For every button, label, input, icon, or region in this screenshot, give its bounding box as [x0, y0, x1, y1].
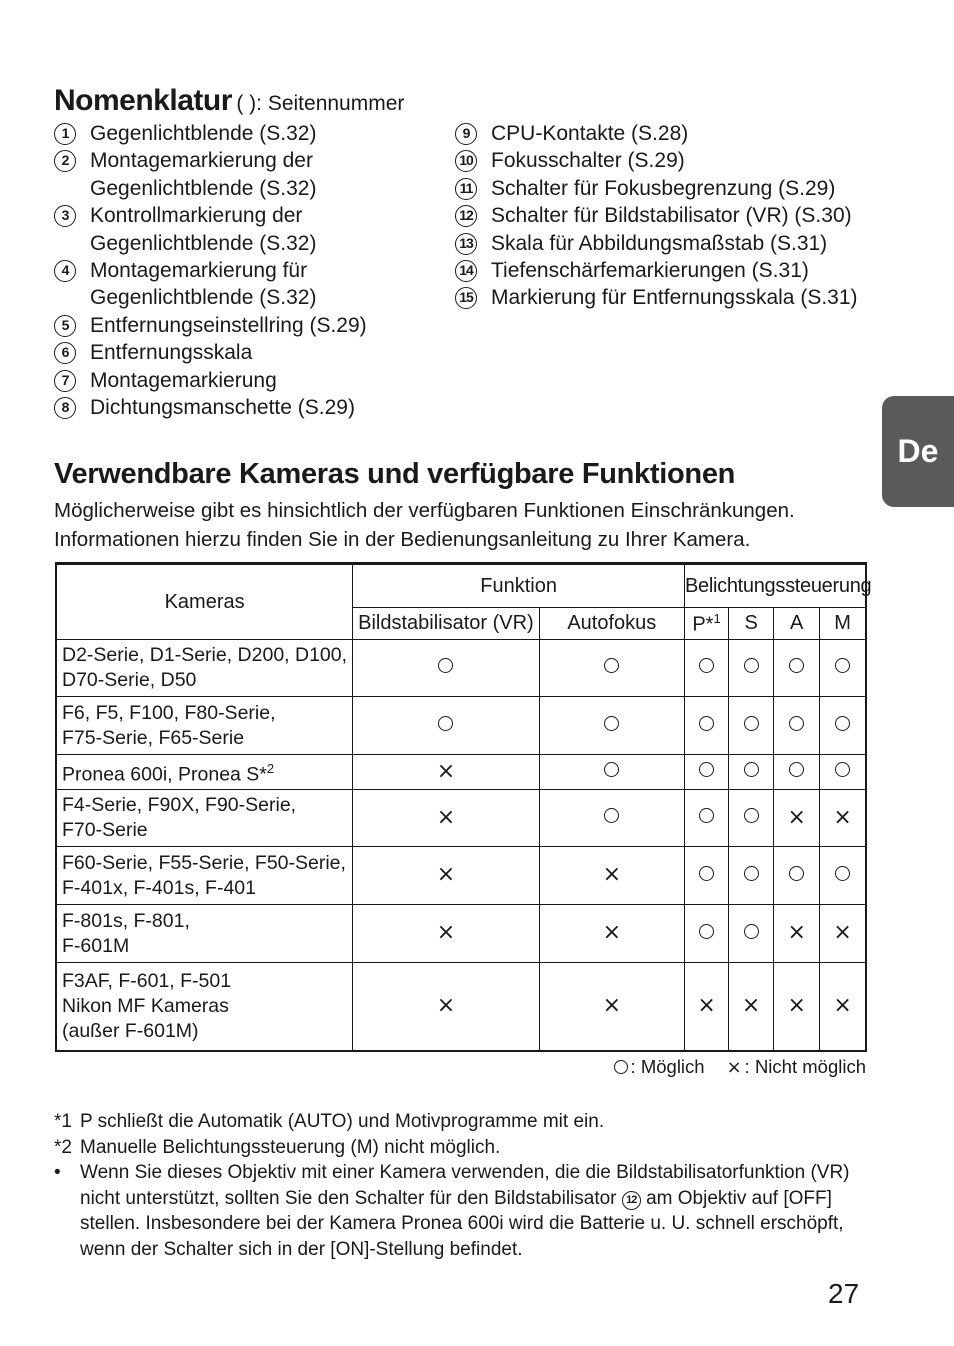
item-number: 5 — [54, 315, 76, 337]
cross-icon: × — [833, 804, 852, 830]
circle-icon — [744, 762, 759, 777]
table-row — [56, 790, 866, 847]
circle-icon — [835, 716, 850, 731]
item-number: 1 — [54, 123, 76, 145]
mark-cell — [539, 847, 684, 905]
item-number: 13 — [455, 233, 477, 255]
item-text: Fokusschalter (S.29) — [491, 149, 685, 173]
item-text: Skala für Abbildungsmaßstab (S.31) — [491, 231, 828, 255]
camera-name: Pronea 600i, Pronea S* — [62, 763, 267, 786]
cross-icon: × — [741, 992, 761, 1018]
nomenclature-item — [54, 394, 434, 421]
nomenclature-item — [54, 147, 434, 202]
nomenclature-list-right — [455, 120, 875, 312]
mark-cell — [684, 755, 728, 790]
footnote-text — [80, 1160, 854, 1262]
footnote-body-after: am Objektiv auf [OFF] stellen. Insbesondere bei der Kamera Pronea 600i wird die Batterie u. U. schnell erschöpft, wenn der Schalter sich in der [ON]-Stellung befindet. — [80, 1187, 849, 1260]
mark-cell — [774, 963, 820, 1051]
mark-cell — [539, 963, 684, 1051]
circle-icon — [744, 716, 759, 731]
camera-cell — [56, 790, 353, 847]
table-row — [56, 697, 866, 755]
nomenclature-item — [455, 175, 875, 202]
mark-cell — [684, 963, 728, 1051]
mark-cell — [353, 640, 539, 697]
nomenclature-paren: ( ): — [236, 92, 268, 115]
section-title: Verwendbare Kameras und verfügbare Funktionen — [54, 458, 736, 490]
item-text: Entfernungseinstellring (S.29) — [90, 313, 367, 337]
header-funktion: Funktion — [353, 564, 685, 608]
cross-icon: × — [602, 992, 622, 1018]
nomenclature-item — [455, 257, 875, 284]
item-number: 3 — [54, 205, 76, 227]
circle-icon — [835, 658, 850, 673]
header-cameras: Kameras — [56, 564, 353, 640]
circle-icon — [438, 658, 453, 673]
camera-cell — [56, 697, 353, 755]
item-text: Tiefenschärfemarkierungen (S.31) — [491, 259, 809, 283]
nomenclature-title: Nomenklatur — [54, 84, 232, 117]
circle-icon — [604, 762, 619, 777]
circle-icon — [789, 658, 804, 673]
footnote-mark: *1 — [54, 1111, 72, 1132]
circle-icon — [614, 1060, 628, 1074]
item-number: 4 — [54, 260, 76, 282]
section-intro: Möglicherweise gibt es hinsichtlich der verfügbaren Funktionen Einschränkungen. Informationen hierzu finden Sie in der Bedienungsanleitung zu Ihrer Kamera. — [54, 499, 795, 551]
item-number: 10 — [455, 150, 477, 172]
mark-cell — [353, 697, 539, 755]
header-af: Autofokus — [539, 608, 684, 640]
mark-cell — [684, 697, 728, 755]
item-number: 2 — [54, 150, 76, 172]
nomenclature-item — [54, 312, 434, 339]
mark-cell — [774, 905, 820, 963]
circle-icon — [789, 716, 804, 731]
mark-cell — [729, 905, 774, 963]
item-text: Montagemarkierung der Gegenlichtblende (S.32) — [90, 149, 317, 200]
nomenclature-item — [455, 230, 875, 257]
mark-cell — [539, 697, 684, 755]
item-number: 8 — [54, 397, 76, 419]
cross-icon: × — [787, 992, 806, 1018]
footnote-text — [80, 1135, 854, 1161]
cross-icon: × — [833, 920, 852, 945]
table-body — [56, 640, 866, 1051]
mark-cell — [774, 790, 820, 847]
circle-icon — [438, 716, 453, 731]
cross-icon: × — [787, 920, 806, 945]
footnote-body-before: Wenn Sie dieses Objektiv mit einer Kamera verwenden, die die Bildstabilisatorfunktion (VR) nicht unterstützt, sollten Sie den Schalter für den Bildstabilisator — [80, 1162, 855, 1209]
cross-icon: × — [697, 992, 716, 1018]
mark-cell — [539, 790, 684, 847]
mark-cell — [820, 640, 866, 697]
nomenclature-item — [455, 120, 875, 147]
mark-cell — [729, 790, 774, 847]
circle-icon — [699, 808, 714, 823]
circle-icon — [744, 866, 759, 881]
nomenclature-item — [455, 147, 875, 174]
circle-icon — [699, 866, 714, 881]
circle-icon — [789, 762, 804, 777]
footnote-body: Manuelle Belichtungssteuerung (M) nicht möglich. — [80, 1136, 501, 1158]
cross-icon: × — [726, 1057, 742, 1078]
circle-icon — [604, 808, 619, 823]
header-p-sup: 1 — [713, 610, 721, 626]
mark-cell — [353, 963, 539, 1051]
table-row — [56, 963, 866, 1051]
mark-cell — [353, 755, 539, 790]
mark-cell — [774, 640, 820, 697]
mark-cell — [539, 640, 684, 697]
footnote-text — [80, 1109, 854, 1135]
camera-cell — [56, 963, 353, 1051]
mark-cell — [353, 790, 539, 847]
footnote — [54, 1135, 854, 1161]
header-vr: Bildstabilisator (VR) — [353, 608, 539, 640]
camera-name: F4-Serie, F90X, F90-Serie, F70-Serie — [62, 794, 297, 841]
item-text: Kontrollmarkierung der Gegenlichtblende (S.32) — [90, 204, 317, 255]
item-text: Schalter für Fokusbegrenzung (S.29) — [491, 176, 836, 200]
footnote — [54, 1109, 854, 1135]
cross-icon: × — [602, 920, 622, 945]
camera-name: D2-Serie, D1-Serie, D200, D100, D70-Serie, D50 — [62, 644, 348, 691]
item-text: CPU-Kontakte (S.28) — [491, 122, 689, 145]
mark-cell — [729, 963, 774, 1051]
nomenclature-paren-desc: Seitennummer — [267, 92, 405, 115]
cross-icon: × — [787, 804, 806, 830]
cross-icon: × — [436, 992, 456, 1018]
cross-icon: × — [602, 862, 622, 887]
cross-icon: × — [436, 862, 456, 887]
item-text: Montagemarkierung für Gegenlichtblende (S.32) — [90, 259, 317, 310]
circle-icon — [835, 866, 850, 881]
nomenclature-item — [54, 257, 434, 312]
mark-cell — [684, 905, 728, 963]
header-s: S — [729, 608, 774, 640]
footnote-mark: *2 — [54, 1136, 72, 1158]
circle-icon — [835, 762, 850, 777]
page-number: 27 — [828, 1278, 860, 1309]
footnote — [54, 1160, 854, 1262]
mark-cell — [684, 847, 728, 905]
mark-cell — [729, 847, 774, 905]
mark-cell — [774, 847, 820, 905]
mark-cell — [820, 963, 866, 1051]
camera-cell — [56, 905, 353, 963]
circle-icon — [604, 716, 619, 731]
mark-cell — [774, 697, 820, 755]
circle-icon — [744, 658, 759, 673]
item-number: 11 — [455, 178, 477, 200]
mark-cell — [729, 640, 774, 697]
item-text: Dichtungsmanschette (S.29) — [90, 396, 355, 420]
camera-name: F-801s, F-801, F-601M — [62, 909, 190, 957]
language-tab: De — [882, 396, 954, 507]
mark-cell — [774, 755, 820, 790]
header-p-label: P* — [692, 613, 714, 636]
circle-icon — [744, 808, 759, 823]
camera-cell — [56, 640, 353, 697]
circle-icon — [699, 716, 714, 731]
header-belichtung: Belichtungssteuerung — [684, 564, 866, 608]
table-row — [56, 755, 866, 790]
mark-cell — [820, 697, 866, 755]
inline-ref-number: 12 — [622, 1191, 641, 1210]
circle-icon — [699, 762, 714, 777]
circle-icon — [699, 924, 714, 939]
item-text: Entfernungsskala — [90, 341, 253, 365]
nomenclature-heading — [54, 84, 404, 118]
table-row — [56, 905, 866, 963]
cross-icon: × — [436, 920, 456, 945]
nomenclature-item — [54, 339, 434, 366]
circle-icon — [789, 866, 804, 881]
camera-name: F60-Serie, F55-Serie, F50-Serie, F-401x, F-401s, F-401 — [62, 851, 346, 899]
item-text: Gegenlichtblende (S.32) — [90, 122, 317, 145]
mark-cell — [684, 790, 728, 847]
cross-icon: × — [436, 804, 456, 830]
mark-cell — [539, 755, 684, 790]
item-number: 6 — [54, 342, 76, 364]
item-number: 15 — [455, 287, 477, 309]
mark-cell — [353, 905, 539, 963]
nomenclature-list-left — [54, 120, 434, 421]
item-number: 9 — [455, 123, 477, 145]
item-text: Montagemarkierung — [90, 368, 277, 392]
header-m: M — [820, 608, 866, 640]
legend-not-possible: : Nicht möglich — [744, 1056, 866, 1077]
nomenclature-item — [455, 284, 875, 311]
mark-cell — [729, 755, 774, 790]
legend-possible: : Möglich — [630, 1056, 705, 1077]
mark-cell — [684, 640, 728, 697]
nomenclature-item — [54, 120, 434, 147]
mark-cell — [729, 697, 774, 755]
nomenclature-item — [54, 367, 434, 394]
nomenclature-item — [455, 202, 875, 229]
camera-cell — [56, 755, 353, 790]
circle-icon — [699, 658, 714, 673]
item-number: 7 — [54, 370, 76, 392]
table-row — [56, 640, 866, 697]
mark-cell — [820, 847, 866, 905]
camera-cell — [56, 847, 353, 905]
item-text: Schalter für Bildstabilisator (VR) (S.30) — [491, 204, 852, 228]
header-p — [684, 608, 728, 640]
mark-cell — [353, 847, 539, 905]
footnote-mark: • — [54, 1162, 61, 1183]
circle-icon — [744, 924, 759, 939]
camera-compatibility-table — [55, 562, 872, 1052]
camera-footnote-ref: 2 — [266, 761, 275, 777]
circle-icon — [604, 658, 619, 673]
camera-name: F3AF, F-601, F-501 Nikon MF Kameras (außer F-601M) — [62, 969, 232, 1042]
cross-icon: × — [436, 758, 456, 784]
mark-cell — [820, 905, 866, 963]
item-number: 12 — [455, 205, 477, 227]
header-a: A — [774, 608, 820, 640]
cross-icon: × — [833, 992, 852, 1018]
mark-cell — [539, 905, 684, 963]
camera-name: F6, F5, F100, F80-Serie, F75-Serie, F65-Serie — [62, 701, 276, 749]
mark-cell — [820, 790, 866, 847]
item-number: 14 — [455, 260, 477, 282]
item-text: Markierung für Entfernungsskala (S.31) — [491, 286, 858, 310]
table-row — [56, 847, 866, 905]
footnotes — [54, 1109, 854, 1262]
footnote-body: P schließt die Automatik (AUTO) und Motivprogramme mit ein. — [80, 1111, 605, 1132]
table-legend — [614, 1056, 866, 1078]
mark-cell — [820, 755, 866, 790]
nomenclature-item — [54, 202, 434, 257]
